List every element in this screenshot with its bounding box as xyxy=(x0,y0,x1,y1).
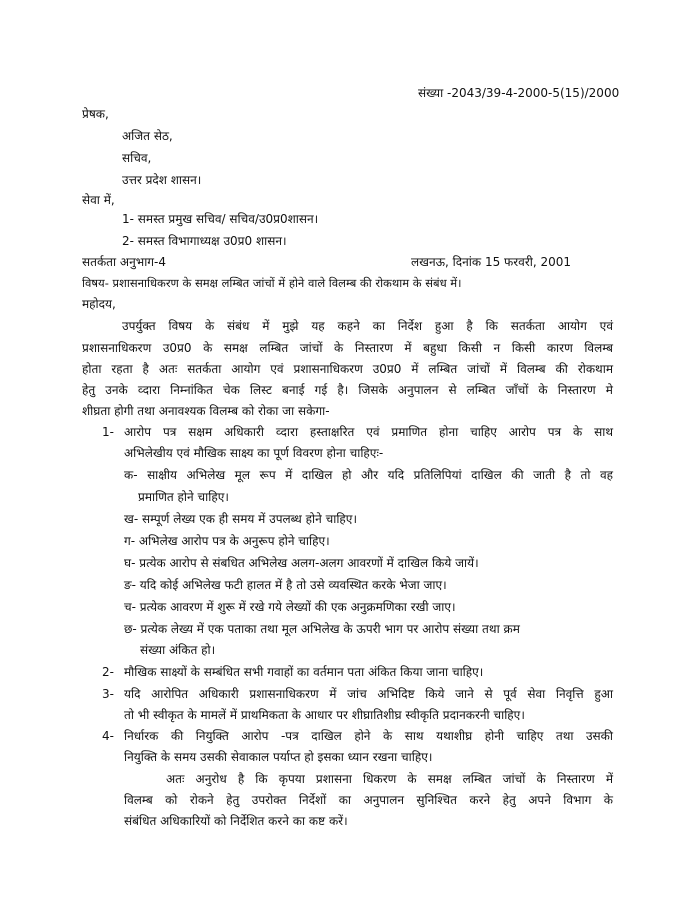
closing-paragraph-line: अतः अनुरोध है कि कृपया प्रशासना धिकरण के समक्ष लम्बित जांचों के निस्तारण में xyxy=(166,772,613,786)
subitem-line: ग- अभिलेख आरोप पत्र के अनुरूप होने चाहिए। xyxy=(124,534,330,548)
recipient-item: 2- समस्त विभागाध्यक्ष उ0प्र0 शासन। xyxy=(122,234,287,248)
item-line: नियुक्ति के समय उसकी सेवाकाल पर्याप्त हो इसका ध्यान रखना चाहिए। xyxy=(124,750,433,764)
body-paragraph-line: उपर्युक्त विषय के संबंध में मुझे यह कहने का निर्देश हुआ है कि सतर्कता आयोग एवं xyxy=(122,319,613,333)
subitem-line: क- साक्षीय अभिलेख मूल रूप में दाखिल हो और यदि प्रतिलिपियां दाखिल की जाती है तो वह xyxy=(124,468,613,482)
item-line: आरोप पत्र सक्षम अधिकारी व्दारा हस्ताक्षरित एवं प्रमाणित होना चाहिए आरोप पत्र के साथ xyxy=(124,425,613,439)
body-paragraph-line: हेतु उनके व्दारा निम्नांकित चेक लिस्ट बनाई गई है। जिसके अनुपालन से लम्बित जाँचों के निस्तारण मे xyxy=(82,383,613,397)
item-line: अभिलेखीय एवं मौखिक साक्ष्य का पूर्ण विवरण होना चाहिएः- xyxy=(124,446,384,460)
subitem-line: प्रमाणित होने चाहिए। xyxy=(138,490,229,504)
item-number: 2- xyxy=(102,665,114,679)
subitem-line: संख्या अंकित हो। xyxy=(140,643,216,657)
recipient-label: सेवा में, xyxy=(82,193,115,207)
item-line: तो भी स्वीकृत के मामलें में प्राथमिकता के आधार पर शीघ्रातिशीघ्र स्वीकृति प्रदानकरनी चाहिए। xyxy=(124,708,525,722)
sender-designation: सचिव, xyxy=(122,151,152,165)
subitem-line: ङ- यदि कोई अभिलेख फटी हालत में है तो उसे व्यवस्थित करके भेजा जाए। xyxy=(124,578,447,592)
sender-label: प्रेषक, xyxy=(82,107,109,121)
item-line: निर्धारक की नियुक्ति आरोप -पत्र दाखिल होने के साथ यथाशीघ्र होनी चाहिए तथा उसकी xyxy=(124,729,613,743)
subitem-line: ख- सम्पूर्ण लेख्य एक ही समय में उपलब्ध होने चाहिए। xyxy=(124,512,357,526)
recipient-item: 1- समस्त प्रमुख सचिव/ सचिव/उ0प्र0शासन। xyxy=(122,212,319,226)
closing-paragraph-line: विलम्ब को रोकने हेतु उपरोक्त निर्देशों का अनुपालन सुनिश्चित करने हेतु अपने विभाग के xyxy=(124,793,613,807)
item-line: यदि आरोपित अधिकारी प्रशासनाधिकरण में जांच अभिदिष्ट किये जाने से पूर्व सेवा निवृत्ति हुआ xyxy=(124,687,613,701)
subject-line: विषय- प्रशासनाधिकरण के समक्ष लम्बित जांचों में होने वाले विलम्ब की रोकथाम के संबंध में। xyxy=(82,276,462,290)
place-date: लखनऊ, दिनांक 15 फरवरी, 2001 xyxy=(411,255,572,269)
subitem-line: घ- प्रत्येक आरोप से संबधित अभिलेख अलग-अलग आवरणों में दाखिल किये जायें। xyxy=(124,556,479,570)
body-paragraph-line: होता रहता है अतः सतर्कता आयोग एवं प्रशासनाधिकरण उ0प्र0 में लम्बित जांचों में विलम्ब की रोकथाम xyxy=(82,362,613,376)
body-paragraph-line: शीघ्रता होगी तथा अनावश्यक विलम्ब को रोका जा सकेगा- xyxy=(82,404,330,418)
item-number: 3- xyxy=(102,687,114,701)
sender-name: अजित सेठ, xyxy=(122,129,173,143)
item-number: 4- xyxy=(102,729,114,743)
section-name: सतर्कता अनुभाग-4 xyxy=(82,255,167,269)
closing-paragraph-line: संबंधित अधिकारियों को निर्देशित करने का कष्ट करें। xyxy=(124,814,348,828)
item-number: 1- xyxy=(102,425,114,439)
body-paragraph-line: प्रशासनाधिकरण उ0प्र0 के समक्ष लम्बित जांचों के निस्तारण में बहुधा किसी न किसी कारण विलम्ब xyxy=(82,341,613,355)
reference-number: संख्या -2043/39-4-2000-5(15)/2000 xyxy=(418,86,620,100)
salutation: महोदय, xyxy=(82,297,116,311)
item-line: मौखिक साक्ष्यों के सम्बंधित सभी गवाहों का वर्तमान पता अंकित किया जाना चाहिए। xyxy=(124,665,484,679)
sender-office: उत्तर प्रदेश शासन। xyxy=(122,173,202,187)
subitem-line: छ- प्रत्येक लेख्य में एक पताका तथा मूल अभिलेख के ऊपरी भाग पर आरोप संख्या तथा क्रम xyxy=(124,622,520,636)
subitem-line: च- प्रत्येक आवरण में शुरू में रखे गये लेख्यों की एक अनुक्रमणिका रखी जाए। xyxy=(124,600,456,614)
